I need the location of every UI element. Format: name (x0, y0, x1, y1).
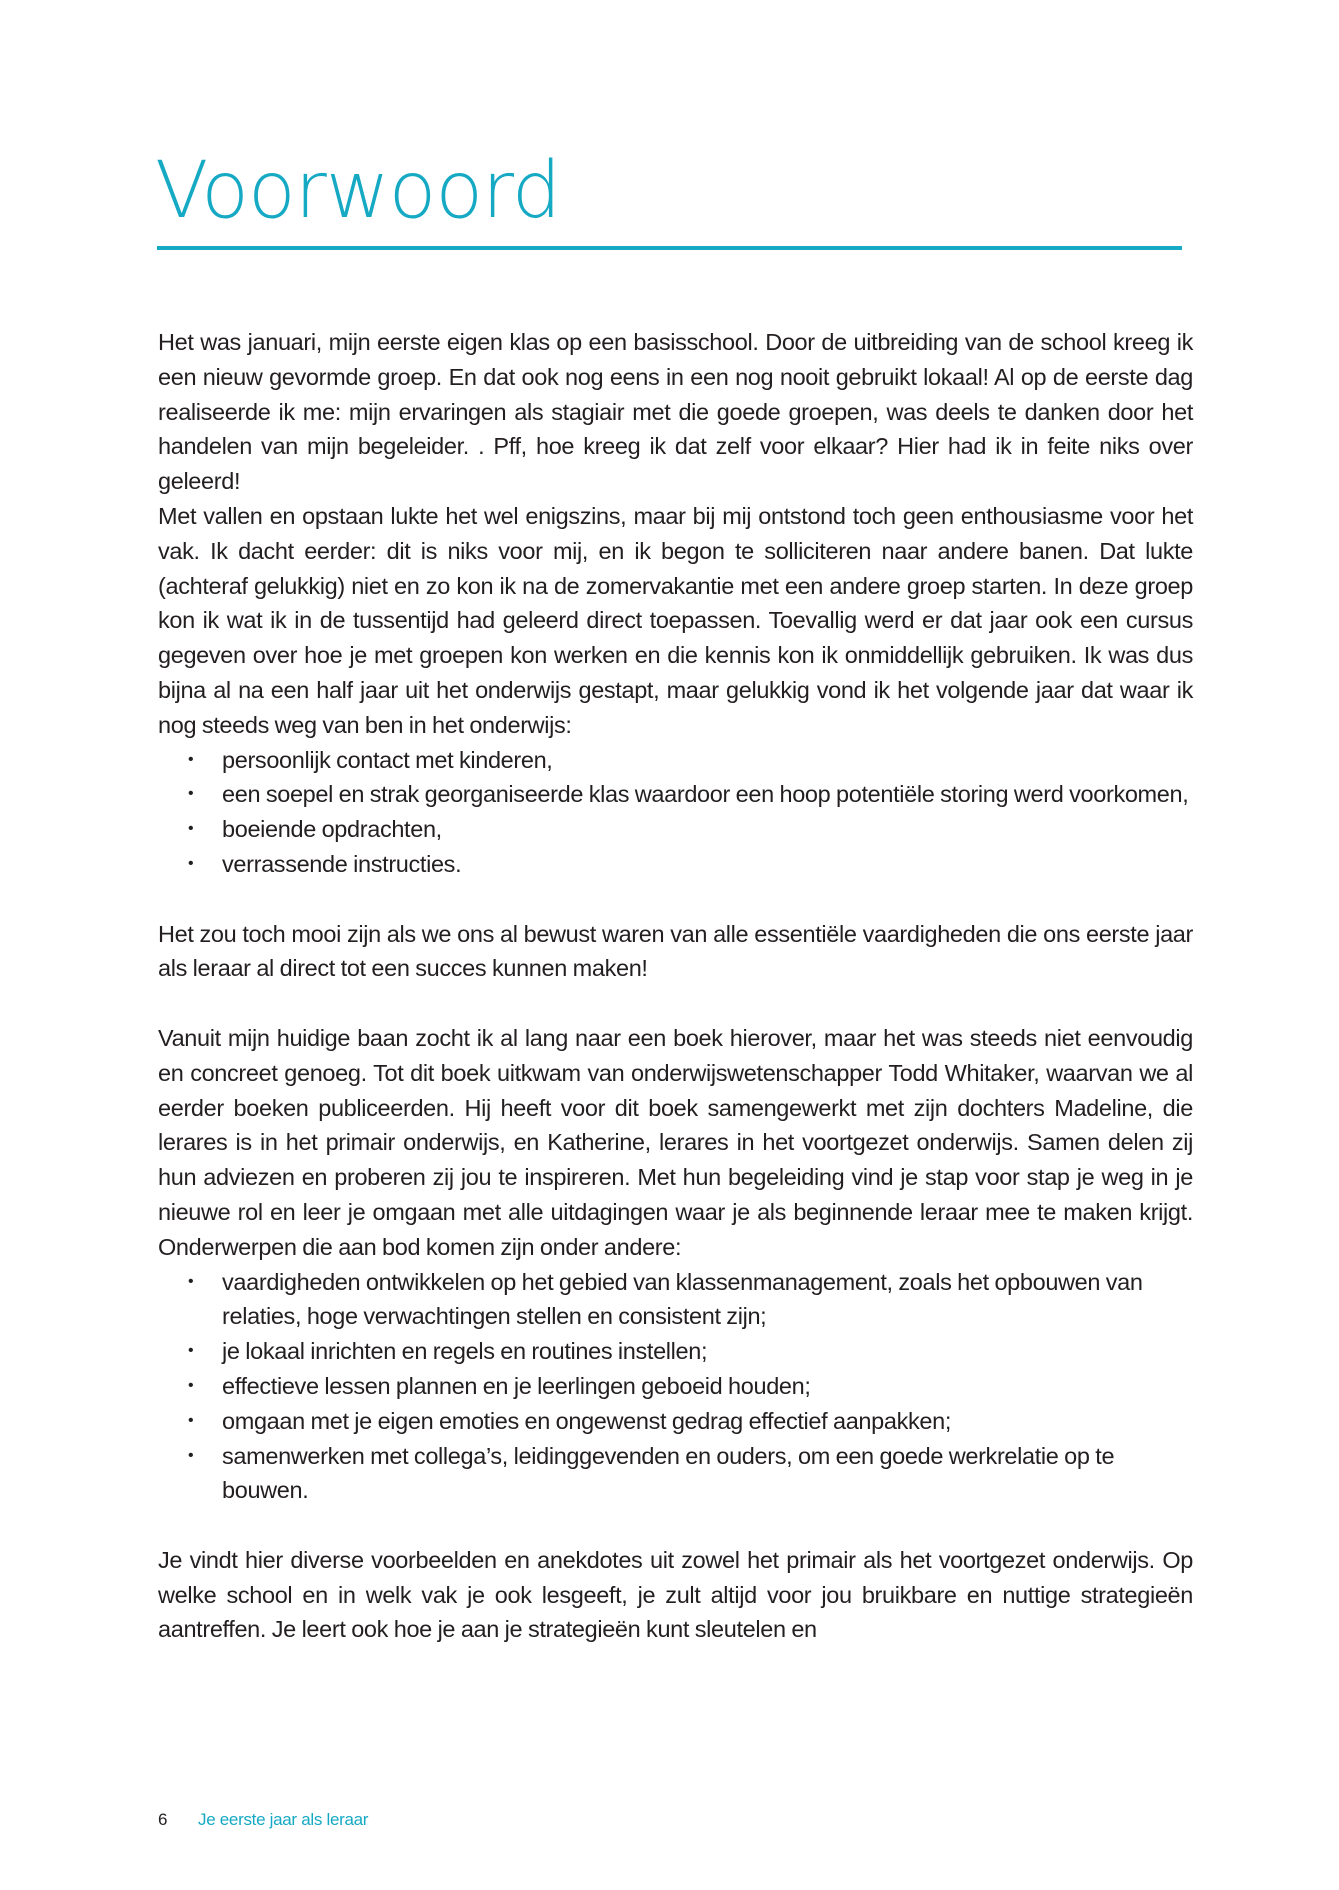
list-item (158, 1439, 1193, 1509)
title-divider (157, 246, 1182, 250)
bullet-icon: • (188, 1411, 194, 1429)
list-item (158, 1265, 1193, 1335)
page-number: 6 (158, 1810, 168, 1829)
list-item-text: boeiende opdrachten, (222, 816, 442, 843)
list-item-text: een soepel en strak georganiseerde klas waardoor een hoop potentiële storing werd voorkomen, (222, 781, 1189, 808)
paragraph-spacer (158, 882, 1193, 917)
paragraph-4: Vanuit mijn huidige baan zocht ik al lang naar een boek hierover, maar het was steeds niet eenvoudig en concreet genoeg. Tot dit boek uitkwam van onderwijswetenschapper Todd Whitaker, waarvan we al eerder boeken publiceerden. Hij heeft voor dit boek samengewerkt met zijn dochters Madeline, die lerares is in het primair onderwijs, en Katherine, lerares in het voortgezet onderwijs. Samen delen zij hun adviezen en proberen zij jou te inspireren. Met hun begeleiding vind je stap voor stap je weg in je nieuwe rol en leer je omgaan met alle uitdagingen waar je als beginnende leraar mee te maken krijgt. Onderwerpen die aan bod komen zijn onder andere: (158, 1024, 1193, 1260)
list-item (158, 1334, 1193, 1369)
list-item (158, 743, 1193, 778)
list-item-text: omgaan met je eigen emoties en ongewenst gedrag effectief aanpakken; (222, 1407, 952, 1434)
page-footer (158, 1808, 368, 1832)
list-item (158, 777, 1193, 812)
paragraph-3: Het zou toch mooi zijn als we ons al bewust waren van alle essentiële vaardigheden die ons eerste jaar als leraar al direct tot een succes kunnen maken! (158, 920, 1193, 982)
page-title: Voorwoord (155, 146, 561, 236)
bullet-icon: • (188, 750, 194, 768)
bullet-icon: • (188, 820, 194, 838)
paragraph-2: Met vallen en opstaan lukte het wel enigszins, maar bij mij ontstond toch geen enthousiasme voor het vak. Ik dacht eerder: dit is niks voor mij, en ik begon te solliciteren naar andere banen. Dat lukte (achteraf gelukkig) niet en zo kon ik na de zomervakantie met een andere groep starten. In deze groep kon ik wat ik in de tussentijd had geleerd direct toepassen. Toevallig werd er dat jaar ook een cursus gegeven over hoe je met groepen kon werken en die kennis kon ik onmiddellijk gebruiken. Ik was dus bijna al na een half jaar uit het onderwijs gestapt, maar gelukkig vond ik het volgende jaar dat waar ik nog steeds weg van ben in het onderwijs: (158, 502, 1193, 738)
list-item (158, 812, 1193, 847)
list-item-text: effectieve lessen plannen en je leerlingen geboeid houden; (222, 1372, 811, 1399)
bullet-icon: • (188, 854, 194, 872)
list-item-text: samenwerken met collega’s, leidinggevenden en ouders, om een goede werkrelatie op te bouwen. (222, 1442, 1115, 1504)
paragraph-spacer (158, 986, 1193, 1021)
running-title: Je eerste jaar als leraar (198, 1810, 369, 1829)
list-item (158, 847, 1193, 882)
list-item (158, 1369, 1193, 1404)
list-item-text: je lokaal inrichten en regels en routines instellen; (222, 1338, 708, 1365)
list-item (158, 1404, 1193, 1439)
paragraph-5: Je vindt hier diverse voorbeelden en anekdotes uit zowel het primair als het voortgezet onderwijs. Op welke school en in welk vak je ook lesgeeft, je zult altijd voor jou bruikbare en nuttige strategieën aantreffen. Je leert ook hoe je aan je strategieën kunt sleutelen en (158, 1546, 1193, 1643)
bullet-list-1 (158, 743, 1193, 882)
bullet-icon: • (188, 1446, 194, 1464)
paragraph-1: Het was januari, mijn eerste eigen klas op een basisschool. Door de uitbreiding van de school kreeg ik een nieuw gevormde groep. En dat ook nog eens in een nog nooit gebruikt lokaal! Al op de eerste dag realiseerde ik me: mijn ervaringen als stagiair met die goede groepen, was deels te danken door het handelen van mijn begeleider. . Pff, hoe kreeg ik dat zelf voor elkaar? Hier had ik in feite niks over geleerd! (158, 329, 1193, 495)
bullet-icon: • (188, 1342, 194, 1360)
list-item-text: persoonlijk contact met kinderen, (222, 746, 553, 773)
bullet-icon: • (188, 1376, 194, 1394)
bullet-list-2 (158, 1265, 1193, 1509)
bullet-icon: • (188, 785, 194, 803)
bullet-icon: • (188, 1272, 194, 1290)
body-text (158, 325, 1193, 1647)
paragraph-spacer (158, 1508, 1193, 1543)
list-item-text: verrassende instructies. (222, 850, 462, 877)
list-item-text: vaardigheden ontwikkelen op het gebied van klassenmanagement, zoals het opbouwen van relaties, hoge verwachtingen stellen en consistent zijn; (222, 1268, 1143, 1330)
